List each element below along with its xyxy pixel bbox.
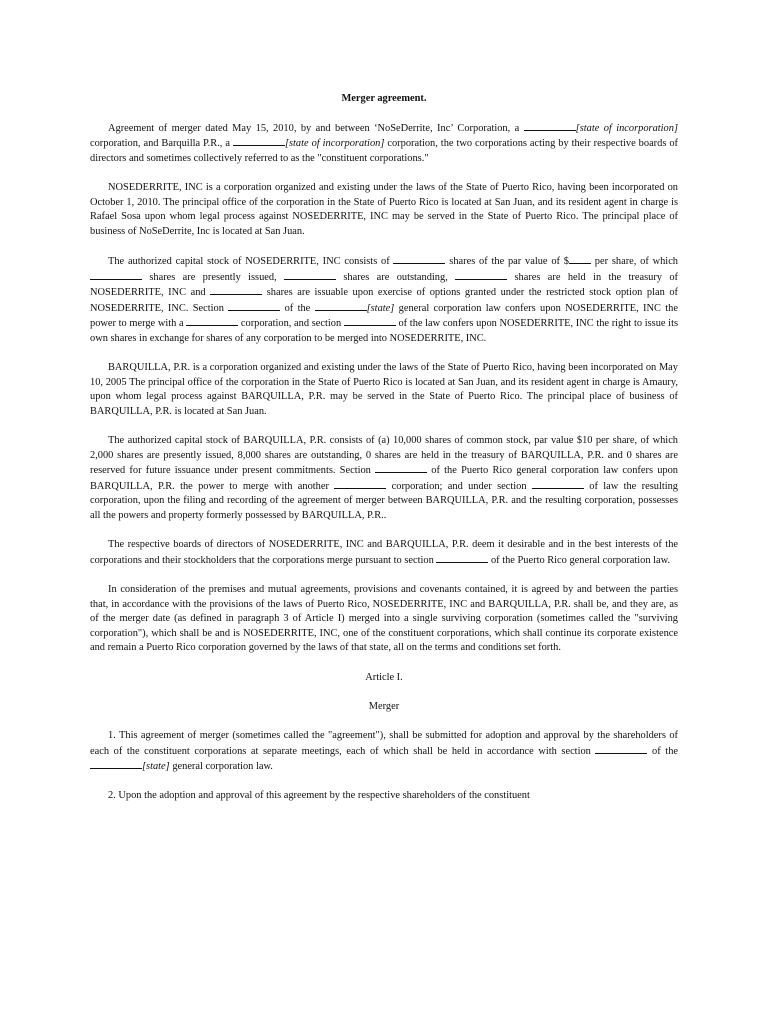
blank-line [344, 316, 396, 326]
document-title: Merger agreement. [341, 93, 427, 104]
text-span: corporation; and under section [386, 480, 532, 492]
text-span: The respective boards of directors of NOSEDERRITE, INC and BARQUILLA, P.R. deem it desirable and in the best interests of the corporations and their stockholders that the corporations merge pursuant to section [90, 539, 678, 566]
text-span: general corporation law confers upon NOSEDERRITE, INC the power to merge with a [90, 302, 678, 330]
paragraph-barquilla-info: BARQUILLA, P.R. is a corporation organized and existing under the laws of the State of Puerto Rico, having been incorporated on May 10, 2005 The principal office of the corporation in the State of Puerto Rico is located at San Juan, and its resident agent in charge is Amaury, upon whom legal process against BARQUILLA, P.R. may be served in the State of Puerto Rico. The principal place of business of BARQUILLA, P.R. is located at San Juan. [90, 362, 678, 417]
text-span: of the [647, 745, 679, 757]
placeholder-state-of-incorporation: [state of incorporation] [284, 138, 385, 150]
text-span: of the Puerto Rico general corporation law. [488, 554, 671, 566]
text-span: corporation, and Barquilla P.R., a [90, 138, 233, 150]
text-span: of law the resulting corporation, upon the filing and recording of the agreement of merger between BARQUILLA, P.R. and the resulting corporation, possesses all the powers and property formerly possessed by BARQUILLA, P.R.. [90, 480, 679, 522]
blank-line [569, 254, 591, 264]
text-span: 1. This agreement of merger (sometimes called the "agreement"), shall be submitted for adoption and approval by the shareholders of each of the constituent corporations at separate meetings, each of which shall be held in accordance with section [90, 729, 678, 757]
blank-line [233, 136, 285, 146]
text-span: shares are issuable upon exercise of options granted under the restricted stock option plan of NOSEDERRITE, INC. Section [90, 287, 678, 314]
paragraph-barquilla-capital [90, 434, 678, 524]
text-span: Agreement of merger dated May 15, 2010, by and between ‘NoSeDerrite, Inc’ Corporation, a [108, 122, 524, 134]
text-span: general corporation law. [169, 761, 273, 773]
blank-line [455, 270, 507, 280]
text-span: corporation, the two corporations acting by their respective boards of directors and sometimes collectively referred to as the "constituent corporations." [90, 138, 679, 164]
placeholder-state: [state] [366, 302, 395, 314]
blank-line [393, 254, 445, 264]
blank-line [228, 301, 280, 311]
document-page [90, 92, 678, 819]
text-span: of the [280, 302, 315, 314]
placeholder-state: [state] [142, 761, 170, 773]
blank-line [334, 479, 386, 489]
text-span: shares of the par value of $ [445, 255, 569, 267]
blank-line [284, 270, 336, 280]
text-span: of the Puerto Rico general corporation law confers upon BARQUILLA, P.R. the power to merge with another [90, 465, 678, 492]
blank-line [436, 553, 488, 563]
blank-line [210, 285, 262, 295]
text-span: shares are held in the treasury of NOSEDERRITE, INC and [90, 271, 678, 299]
paragraph-boards-resolution [90, 538, 678, 568]
text-span: The authorized capital stock of BARQUILLA, P.R. consists of (a) 10,000 shares of common stock, par value $10 per share, of which 2,000 shares are presently issued, 8,000 shares are outstanding, 0 shares are held in the treasury of BARQUILLA, P.R. and 0 shares are reserved for future issuance under present commitments. Section [90, 435, 678, 477]
text-span: of the law confers upon NOSEDERRITE, INC the right to issue its own shares in exchange for shares of any corporation to be merged into NOSEDERRITE, INC. [90, 318, 678, 344]
text-span: shares are outstanding, [336, 271, 456, 283]
article-heading: Article I. [365, 671, 403, 683]
blank-line [375, 463, 427, 473]
text-span: per share, of which [590, 255, 678, 267]
text-span: shares are presently issued, [142, 271, 285, 283]
paragraph-article-1-clause-2: 2. Upon the adoption and approval of this agreement by the respective shareholders of the constituent [108, 790, 530, 802]
paragraph-consideration: In consideration of the premises and mutual agreements, provisions and covenants contained, it is agreed by and between the parties that, in accordance with the provisions of the laws of Puerto Rico, NOSEDERRITE, INC and BARQUILLA, P.R. shall be, and they are, as of the merger date (as defined in paragraph 3 of Article I) merged into a single surviving corporation (sometimes called the "surviving corporation"), which shall be and is NOSEDERRITE, INC, one of the constituent corporations, which shall continue its corporate existence and remain a Puerto Rico corporation governed by the laws of that state, all on the terms and conditions set forth. [90, 584, 678, 654]
text-span: corporation, and section [238, 318, 344, 330]
placeholder-state-of-incorporation: [state of incorporation] [575, 122, 678, 134]
paragraph-parties [90, 121, 678, 167]
article-title: Merger [368, 700, 400, 712]
text-span: The authorized capital stock of NOSEDERRITE, INC consists of [108, 255, 394, 267]
paragraph-nosederrite-capital [90, 254, 678, 347]
blank-line [532, 479, 584, 489]
paragraph-nosederrite-info: NOSEDERRITE, INC is a corporation organized and existing under the laws of the State of Puerto Rico, having been incorporated on October 1, 2010. The principal office of the corporation in the State of Puerto Rico is located at San Juan, and its resident agent in charge is Rafael Sosa upon whom legal process against NOSEDERRITE, INC may be served in the State of Puerto Rico. The principal place of business of NoSeDerrite, Inc is located at San Juan. [90, 181, 678, 237]
blank-line [90, 270, 142, 280]
blank-line [186, 316, 238, 326]
blank-line [315, 301, 367, 311]
blank-line [90, 759, 142, 769]
blank-line [595, 744, 647, 754]
paragraph-article-1-clause-1 [90, 729, 678, 775]
blank-line [524, 121, 576, 131]
